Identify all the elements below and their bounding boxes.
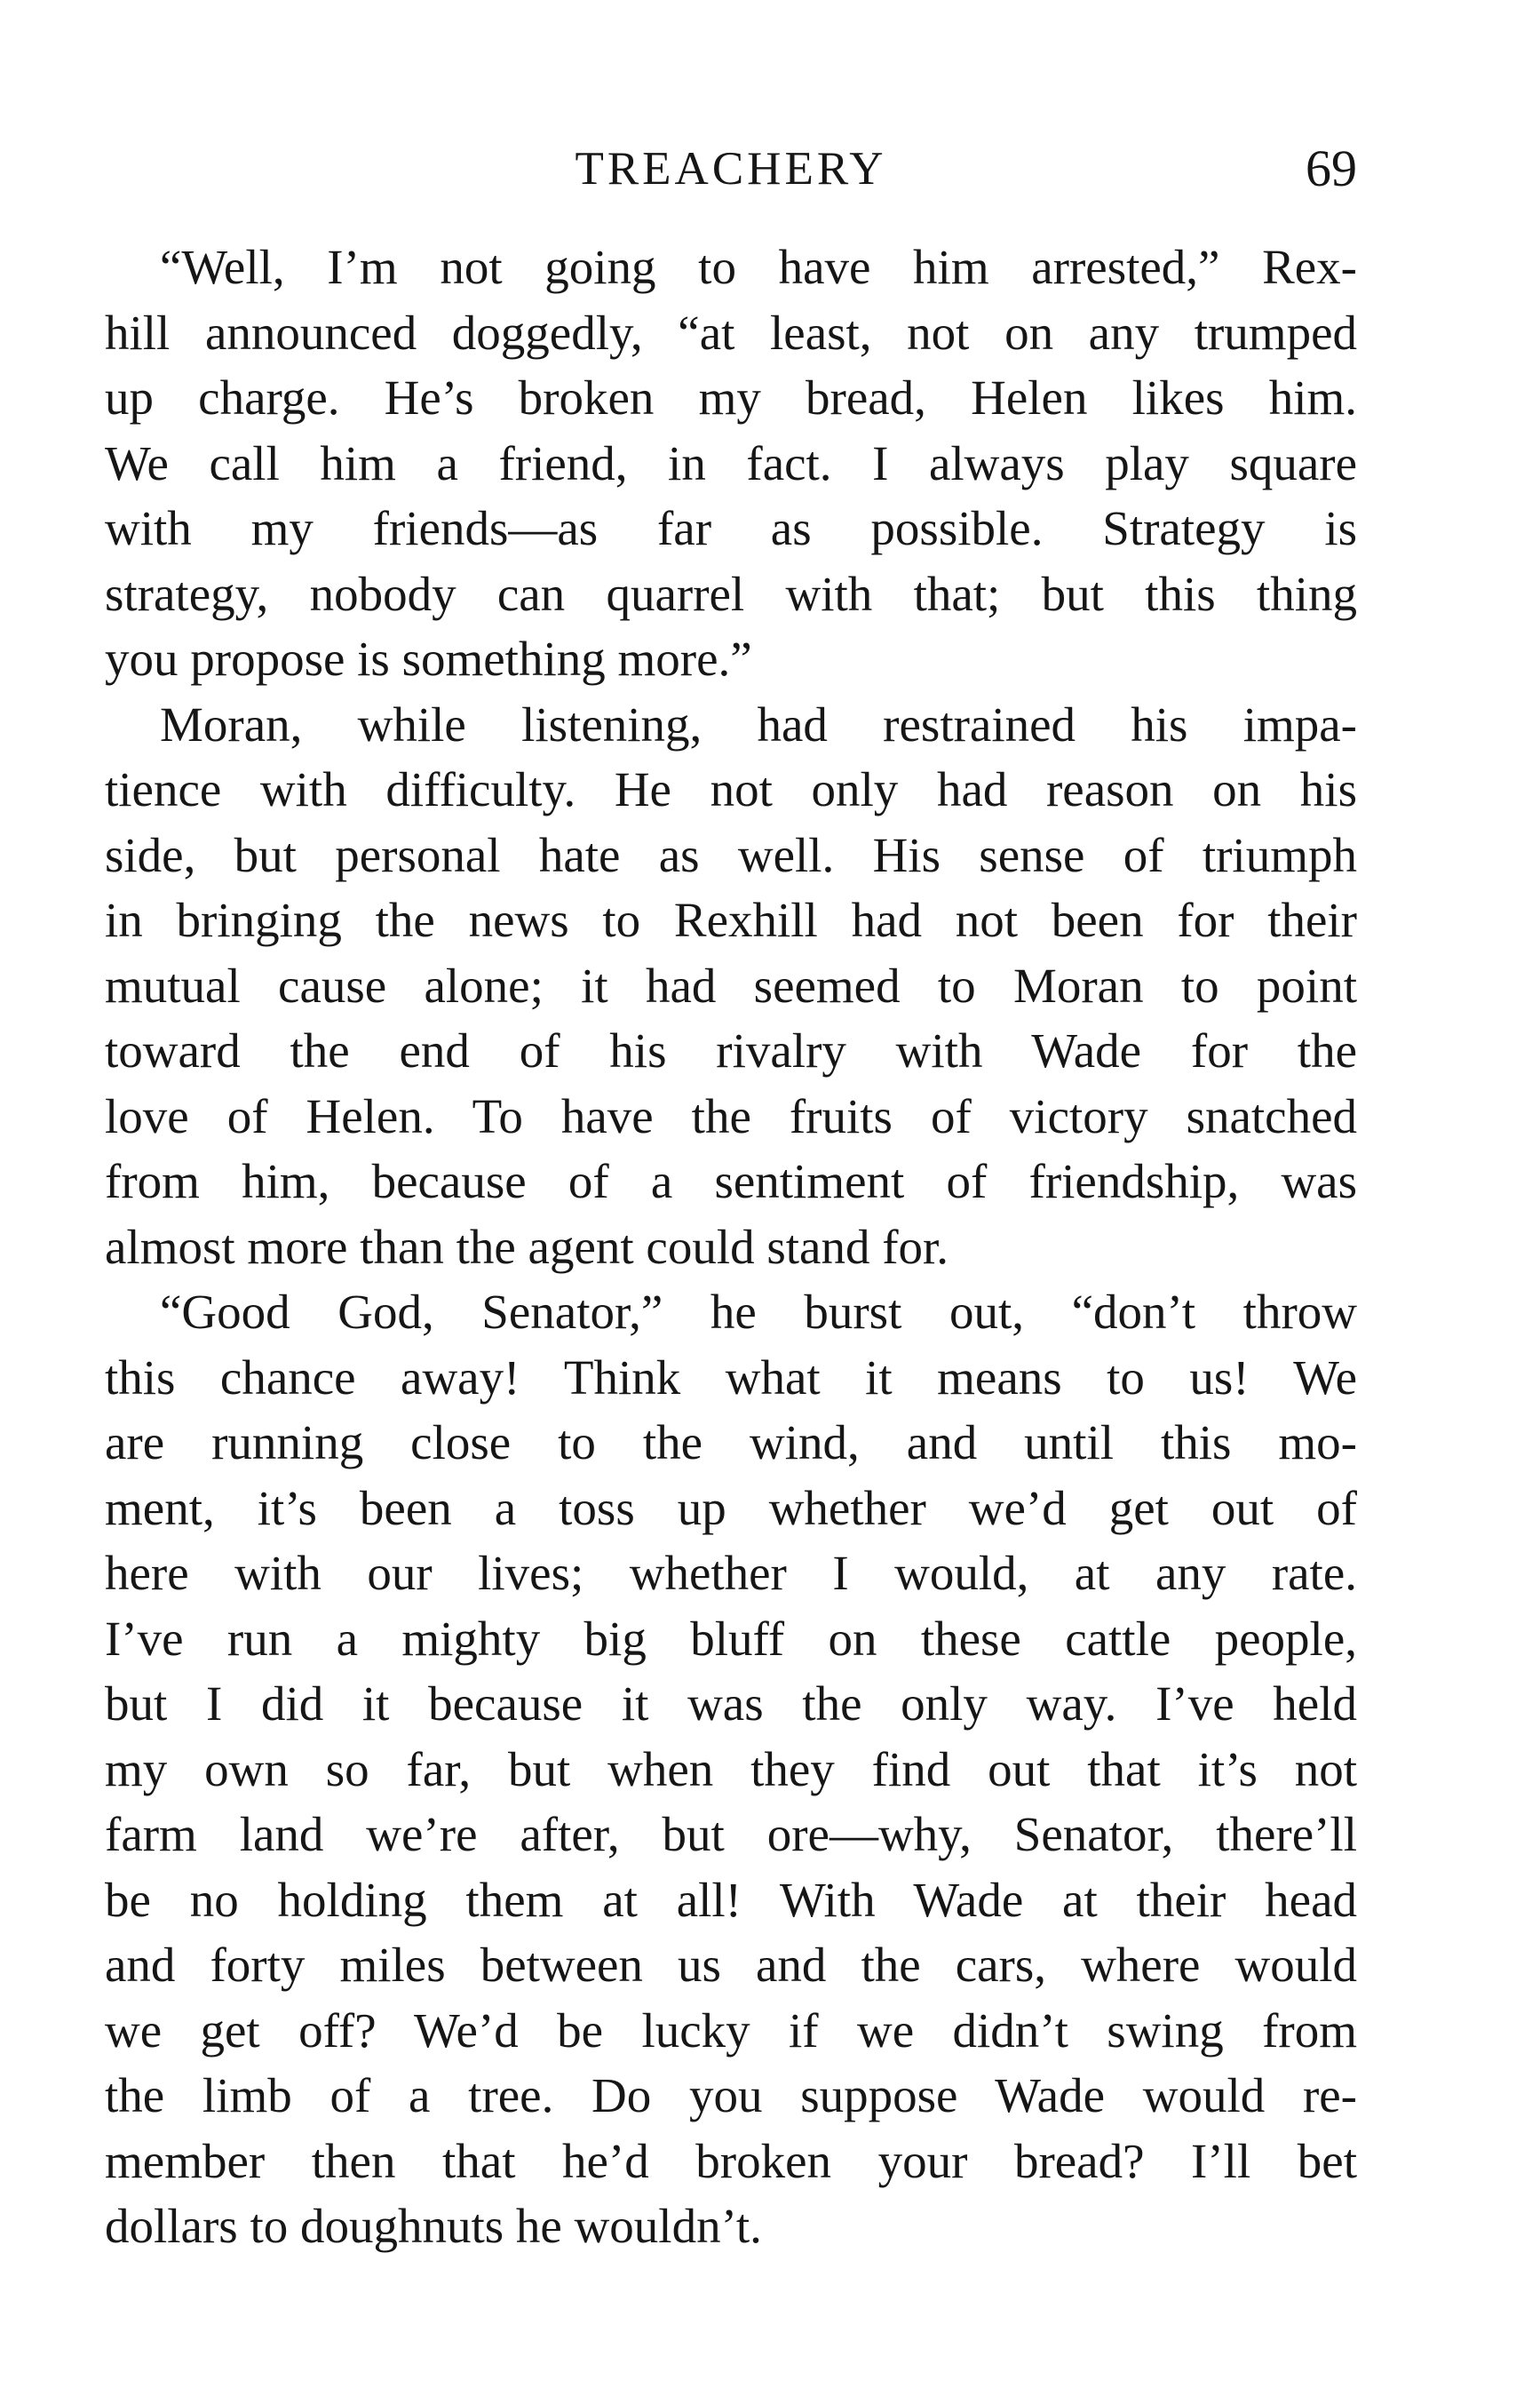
paragraph-3 [105, 1279, 1357, 2259]
text-line: mutual cause alone; it had seemed to Moran to point [105, 958, 1357, 1013]
text-line: the limb of a tree. Do you suppose Wade would re- [105, 2068, 1357, 2122]
page-number: 69 [1306, 139, 1357, 197]
text-line: are running close to the wind, and until this mo- [105, 1415, 1357, 1469]
text-line: this chance away! Think what it means to us! We [105, 1349, 1357, 1405]
text-line: “Well, I’m not going to have him arrested,” Rex- [160, 240, 1357, 294]
text-line: love of Helen. To have the fruits of victory snatched [105, 1088, 1357, 1143]
text-line: “Good God, Senator,” he burst out, “don’t throw [160, 1285, 1357, 1339]
text-line: Moran, while listening, had restrained his impa- [160, 697, 1357, 752]
text-line: almost more than the agent could stand for. [105, 1219, 949, 1274]
text-line: from him, because of a sentiment of friendship, was [105, 1154, 1357, 1208]
text-line: up charge. He’s broken my bread, Helen likes him. [105, 370, 1357, 425]
text-line: hill announced doggedly, “at least, not on any trumped [105, 305, 1357, 360]
text-line: member then that he’d broken your bread? I’ll bet [105, 2133, 1357, 2188]
text-line: toward the end of his rivalry with Wade for the [105, 1023, 1357, 1078]
text-line: dollars to doughnuts he wouldn’t. [105, 2199, 762, 2253]
running-title: TREACHERY [575, 143, 887, 195]
running-head [105, 133, 1357, 204]
text-line: with my friends—as far as possible. Strategy is [105, 501, 1357, 555]
text-line: you propose is something more.” [105, 632, 752, 686]
text-line: my own so far, but when they find out that it’s not [105, 1741, 1357, 1796]
text-line: we get off? We’d be lucky if we didn’t swing from [105, 2002, 1357, 2058]
paragraph-2 [105, 692, 1357, 1280]
text-line: be no holding them at all! With Wade at their head [105, 1872, 1357, 1927]
text-line: and forty miles between us and the cars, where would [105, 1938, 1357, 1992]
text-line: but I did it because it was the only way. I’ve held [105, 1676, 1357, 1731]
text-line: here with our lives; whether I would, at any rate. [105, 1546, 1357, 1600]
text-line: I’ve run a mighty big bluff on these cattle people, [105, 1611, 1357, 1666]
text-line: ment, it’s been a toss up whether we’d get out of [105, 1480, 1357, 1535]
text-line: We call him a friend, in fact. I always play square [105, 435, 1357, 490]
text-line: strategy, nobody can quarrel with that; but this thing [105, 566, 1357, 621]
body-text [105, 235, 1357, 2259]
text-line: in bringing the news to Rexhill had not been for their [105, 893, 1357, 947]
text-line: side, but personal hate as well. His sense of triumph [105, 827, 1357, 882]
text-line: farm land we’re after, but ore—why, Senator, there’ll [105, 1807, 1357, 1861]
text-line: tience with difficulty. He not only had reason on his [105, 762, 1357, 816]
paragraph-1 [105, 235, 1357, 692]
